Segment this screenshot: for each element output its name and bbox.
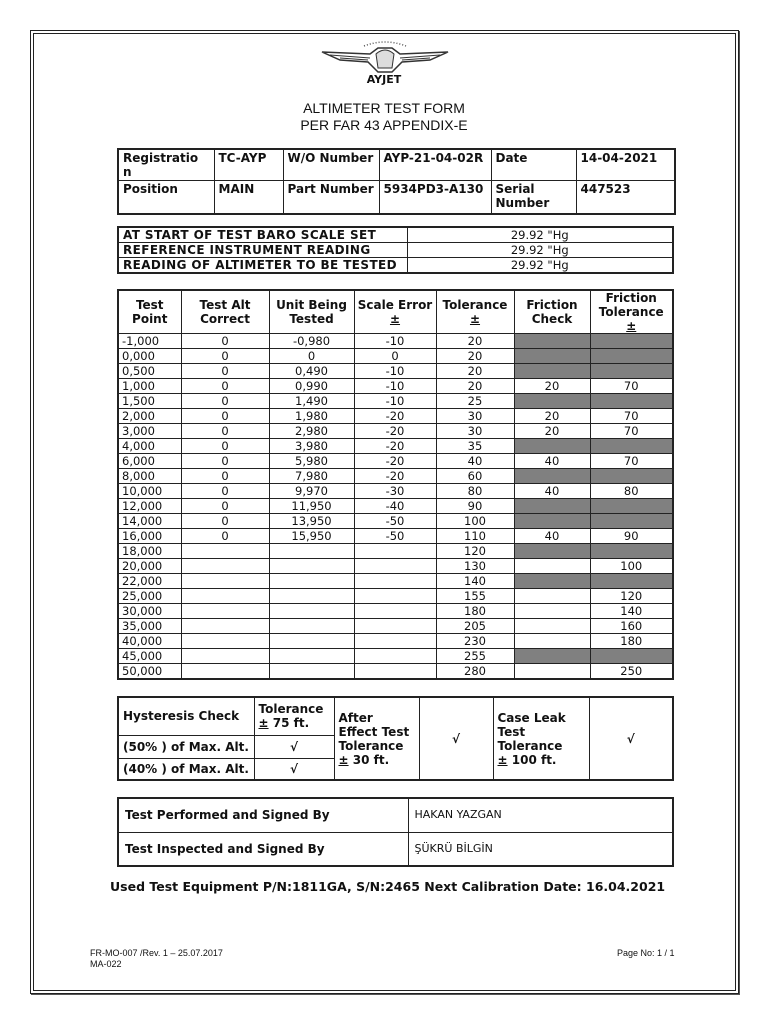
column-header: Unit Being Tested <box>269 290 354 334</box>
table-cell: 0 <box>181 439 269 454</box>
table-cell: -20 <box>354 424 436 439</box>
table-cell: -1,000 <box>118 334 181 349</box>
baro-table <box>117 226 674 274</box>
table-cell <box>269 664 354 680</box>
table-cell: 6,000 <box>118 454 181 469</box>
table-cell: -20 <box>354 454 436 469</box>
table-row <box>118 544 673 559</box>
table-cell: -40 <box>354 499 436 514</box>
table-cell: 20 <box>436 334 514 349</box>
table-cell <box>514 634 590 649</box>
title-line-2: PER FAR 43 APPENDIX-E <box>300 117 468 133</box>
baro-value: 29.92 "Hg <box>407 227 673 243</box>
table-cell <box>514 589 590 604</box>
table-cell: 0 <box>181 454 269 469</box>
table-row <box>118 604 673 619</box>
table-cell <box>354 559 436 574</box>
hysteresis-table <box>117 696 674 781</box>
table-cell: 18,000 <box>118 544 181 559</box>
table-row <box>118 589 673 604</box>
table-cell: 90 <box>436 499 514 514</box>
inspected-label: Test Inspected and Signed By <box>118 832 408 866</box>
table-cell: 0 <box>181 334 269 349</box>
column-header: Test Alt Correct <box>181 290 269 334</box>
table-row <box>118 439 673 454</box>
table-cell: 0 <box>181 364 269 379</box>
registration-label: Registratio n <box>118 149 214 181</box>
shaded-cell <box>590 469 673 484</box>
table-cell <box>181 604 269 619</box>
table-row <box>118 364 673 379</box>
table-cell: 110 <box>436 529 514 544</box>
table-cell: 0 <box>181 484 269 499</box>
plus-minus: ± <box>497 752 508 767</box>
table-cell: 130 <box>436 559 514 574</box>
table-cell: 0,990 <box>269 379 354 394</box>
shaded-cell <box>514 649 590 664</box>
table-cell: 20 <box>436 379 514 394</box>
table-cell: 3,000 <box>118 424 181 439</box>
column-header: Scale Error ± <box>354 290 436 334</box>
shaded-cell <box>590 649 673 664</box>
case-leak-value: 100 ft. <box>507 752 557 767</box>
table-cell: 70 <box>590 424 673 439</box>
table-cell: 155 <box>436 589 514 604</box>
position-label: Position <box>118 181 214 214</box>
table-row <box>118 469 673 484</box>
table-row <box>118 379 673 394</box>
table-row <box>118 559 673 574</box>
position-value: MAIN <box>214 181 283 214</box>
table-cell: -50 <box>354 514 436 529</box>
table-cell: 0 <box>181 499 269 514</box>
table-cell <box>354 619 436 634</box>
table-cell: 22,000 <box>118 574 181 589</box>
table-row <box>118 664 673 680</box>
table-cell: -0,980 <box>269 334 354 349</box>
table-cell: -10 <box>354 334 436 349</box>
table-row <box>118 454 673 469</box>
table-cell: 180 <box>590 634 673 649</box>
table-cell: 30,000 <box>118 604 181 619</box>
shaded-cell <box>514 364 590 379</box>
table-cell <box>269 604 354 619</box>
table-cell <box>354 589 436 604</box>
table-cell: -10 <box>354 394 436 409</box>
table-cell: 7,980 <box>269 469 354 484</box>
baro-label: AT START OF TEST BARO SCALE SET <box>118 227 407 243</box>
table-cell: 12,000 <box>118 499 181 514</box>
shaded-cell <box>590 394 673 409</box>
table-cell: 0 <box>181 469 269 484</box>
table-cell: 8,000 <box>118 469 181 484</box>
after-effect-check-icon: √ <box>419 697 493 780</box>
test-equipment-note: Used Test Equipment P/N:1811GA, S/N:2465 Next Calibration Date: 16.04.2021 <box>110 879 666 894</box>
table-cell: 10,000 <box>118 484 181 499</box>
form-number: FR-MO-007 /Rev. 1 – 25.07.2017 <box>90 948 223 958</box>
table-cell <box>514 604 590 619</box>
table-cell <box>514 619 590 634</box>
table-cell: 140 <box>590 604 673 619</box>
table-cell: -10 <box>354 364 436 379</box>
table-cell: -20 <box>354 439 436 454</box>
table-row <box>118 514 673 529</box>
table-cell: 35,000 <box>118 619 181 634</box>
ayjet-wings-logo <box>320 40 450 76</box>
signature-row <box>118 798 673 832</box>
table-cell: 13,950 <box>269 514 354 529</box>
baro-row <box>118 227 673 243</box>
table-cell: 9,970 <box>269 484 354 499</box>
table-cell: 25,000 <box>118 589 181 604</box>
shaded-cell <box>590 574 673 589</box>
table-cell: 11,950 <box>269 499 354 514</box>
shaded-cell <box>590 514 673 529</box>
table-cell <box>181 619 269 634</box>
table-cell: 3,980 <box>269 439 354 454</box>
table-cell: 1,500 <box>118 394 181 409</box>
page-number: Page No: 1 / 1 <box>617 948 675 958</box>
table-cell <box>514 664 590 680</box>
baro-row <box>118 258 673 274</box>
table-cell <box>269 619 354 634</box>
table-cell <box>181 559 269 574</box>
case-leak-check-icon: √ <box>589 697 673 780</box>
table-cell: 25 <box>436 394 514 409</box>
table-cell: 20,000 <box>118 559 181 574</box>
table-cell: 120 <box>436 544 514 559</box>
table-cell: 0 <box>181 424 269 439</box>
table-cell: -20 <box>354 409 436 424</box>
ma-number: MA-022 <box>90 959 122 969</box>
table-cell: 30 <box>436 424 514 439</box>
baro-value: 29.92 "Hg <box>407 258 673 274</box>
table-cell <box>269 634 354 649</box>
signature-row <box>118 832 673 866</box>
shaded-cell <box>590 544 673 559</box>
after-effect-text: After Effect Test Tolerance <box>338 710 410 753</box>
table-cell: 30 <box>436 409 514 424</box>
hysteresis-tolerance <box>254 697 334 735</box>
table-row <box>118 499 673 514</box>
date-label: Date <box>491 149 576 181</box>
table-cell <box>269 544 354 559</box>
table-cell: 0,500 <box>118 364 181 379</box>
column-header: Tolerance ± <box>436 290 514 334</box>
table-cell <box>181 544 269 559</box>
table-cell: 1,490 <box>269 394 354 409</box>
aircraft-info-table <box>117 148 676 215</box>
inspected-name: ŞÜKRÜ BİLGİN <box>408 832 673 866</box>
registration-value: TC-AYP <box>214 149 283 181</box>
table-row <box>118 349 673 364</box>
table-cell: 250 <box>590 664 673 680</box>
table-cell <box>181 664 269 680</box>
table-cell <box>354 574 436 589</box>
table-cell: -50 <box>354 529 436 544</box>
table-cell: 40 <box>514 454 590 469</box>
table-cell <box>269 649 354 664</box>
table-row <box>118 634 673 649</box>
table-cell: 0 <box>354 349 436 364</box>
table-cell: 80 <box>436 484 514 499</box>
table-cell: 35 <box>436 439 514 454</box>
date-value: 14-04-2021 <box>576 149 675 181</box>
tolerance-value: 75 ft. <box>268 716 310 731</box>
table-cell: 0 <box>269 349 354 364</box>
table-cell: 0 <box>181 379 269 394</box>
case-leak-label <box>493 697 589 780</box>
table-row <box>118 619 673 634</box>
hysteresis-50-label: (50% ) of Max. Alt. <box>118 735 254 758</box>
part-value: 5934PD3-A130 <box>379 181 491 214</box>
form-title <box>0 100 768 134</box>
table-cell: 70 <box>590 454 673 469</box>
table-cell: 100 <box>590 559 673 574</box>
table-cell: 0 <box>181 409 269 424</box>
table-cell: 20 <box>514 424 590 439</box>
case-leak-text: Case Leak Test Tolerance <box>497 710 566 753</box>
table-cell: 16,000 <box>118 529 181 544</box>
table-row <box>118 574 673 589</box>
table-cell: 0,490 <box>269 364 354 379</box>
serial-label: Serial Number <box>491 181 576 214</box>
title-line-1: ALTIMETER TEST FORM <box>303 100 465 116</box>
part-label: Part Number <box>283 181 379 214</box>
column-header: Friction Check <box>514 290 590 334</box>
table-cell: 14,000 <box>118 514 181 529</box>
table-cell <box>181 634 269 649</box>
baro-label: READING OF ALTIMETER TO BE TESTED <box>118 258 407 274</box>
table-cell: 15,950 <box>269 529 354 544</box>
hysteresis-40-check-icon: √ <box>254 758 334 780</box>
table-cell: 1,980 <box>269 409 354 424</box>
shaded-cell <box>514 469 590 484</box>
shaded-cell <box>514 499 590 514</box>
table-cell <box>269 574 354 589</box>
table-cell: 0 <box>181 394 269 409</box>
table-cell <box>354 634 436 649</box>
table-cell: 230 <box>436 634 514 649</box>
table-cell: 205 <box>436 619 514 634</box>
table-cell <box>354 649 436 664</box>
shaded-cell <box>590 439 673 454</box>
table-row <box>118 649 673 664</box>
table-cell: 20 <box>436 364 514 379</box>
table-cell: 5,980 <box>269 454 354 469</box>
baro-label: REFERENCE INSTRUMENT READING <box>118 243 407 258</box>
table-cell: 40,000 <box>118 634 181 649</box>
table-row <box>118 424 673 439</box>
shaded-cell <box>514 334 590 349</box>
table-row <box>118 334 673 349</box>
shaded-cell <box>514 439 590 454</box>
shaded-cell <box>590 499 673 514</box>
table-cell: 0 <box>181 349 269 364</box>
signature-table <box>117 797 674 867</box>
baro-value: 29.92 "Hg <box>407 243 673 258</box>
wo-label: W/O Number <box>283 149 379 181</box>
baro-row <box>118 243 673 258</box>
table-row <box>118 529 673 544</box>
shaded-cell <box>514 514 590 529</box>
table-cell <box>269 559 354 574</box>
table-cell: 70 <box>590 409 673 424</box>
table-cell: 100 <box>436 514 514 529</box>
table-row <box>118 394 673 409</box>
shaded-cell <box>514 574 590 589</box>
column-header: Friction Tolerance ± <box>590 290 673 334</box>
table-cell: 4,000 <box>118 439 181 454</box>
shaded-cell <box>590 334 673 349</box>
table-cell <box>354 604 436 619</box>
table-cell: 120 <box>590 589 673 604</box>
after-effect-label <box>334 697 419 780</box>
after-effect-value: 30 ft. <box>348 752 390 767</box>
table-cell <box>354 664 436 680</box>
table-cell: 180 <box>436 604 514 619</box>
table-cell: 20 <box>514 409 590 424</box>
shaded-cell <box>514 349 590 364</box>
table-cell: 70 <box>590 379 673 394</box>
table-cell: 0 <box>181 514 269 529</box>
table-cell: 80 <box>590 484 673 499</box>
table-cell: -20 <box>354 469 436 484</box>
shaded-cell <box>514 544 590 559</box>
table-cell: 20 <box>514 379 590 394</box>
table-cell <box>181 574 269 589</box>
plus-minus: ± <box>258 716 269 731</box>
table-cell: 140 <box>436 574 514 589</box>
table-cell: 1,000 <box>118 379 181 394</box>
table-row <box>118 409 673 424</box>
table-cell: -10 <box>354 379 436 394</box>
tolerance-label: Tolerance <box>258 702 324 717</box>
shaded-cell <box>514 394 590 409</box>
table-cell <box>181 649 269 664</box>
table-cell: 2,000 <box>118 409 181 424</box>
shaded-cell <box>590 364 673 379</box>
table-cell: 280 <box>436 664 514 680</box>
table-cell: 40 <box>436 454 514 469</box>
table-cell <box>354 544 436 559</box>
table-cell <box>181 589 269 604</box>
column-header: Test Point <box>118 290 181 334</box>
table-cell: 50,000 <box>118 664 181 680</box>
serial-value: 447523 <box>576 181 675 214</box>
table-cell: 160 <box>590 619 673 634</box>
altitude-test-table <box>117 289 674 680</box>
performed-label: Test Performed and Signed By <box>118 798 408 832</box>
table-cell: 20 <box>436 349 514 364</box>
table-cell: 40 <box>514 529 590 544</box>
performed-name: HAKAN YAZGAN <box>408 798 673 832</box>
table-cell <box>514 559 590 574</box>
hysteresis-40-label: (40% ) of Max. Alt. <box>118 758 254 780</box>
wo-value: AYP-21-04-02R <box>379 149 491 181</box>
brand-name: AYJET <box>366 73 402 86</box>
hysteresis-50-check-icon: √ <box>254 735 334 758</box>
table-cell: 60 <box>436 469 514 484</box>
table-cell: 0,000 <box>118 349 181 364</box>
shaded-cell <box>590 349 673 364</box>
table-cell: 40 <box>514 484 590 499</box>
table-cell: 90 <box>590 529 673 544</box>
table-cell: 255 <box>436 649 514 664</box>
table-cell: -30 <box>354 484 436 499</box>
table-cell: 0 <box>181 529 269 544</box>
table-row <box>118 484 673 499</box>
table-cell: 2,980 <box>269 424 354 439</box>
hysteresis-label: Hysteresis Check <box>118 697 254 735</box>
table-cell <box>269 589 354 604</box>
table-cell: 45,000 <box>118 649 181 664</box>
plus-minus: ± <box>338 752 349 767</box>
